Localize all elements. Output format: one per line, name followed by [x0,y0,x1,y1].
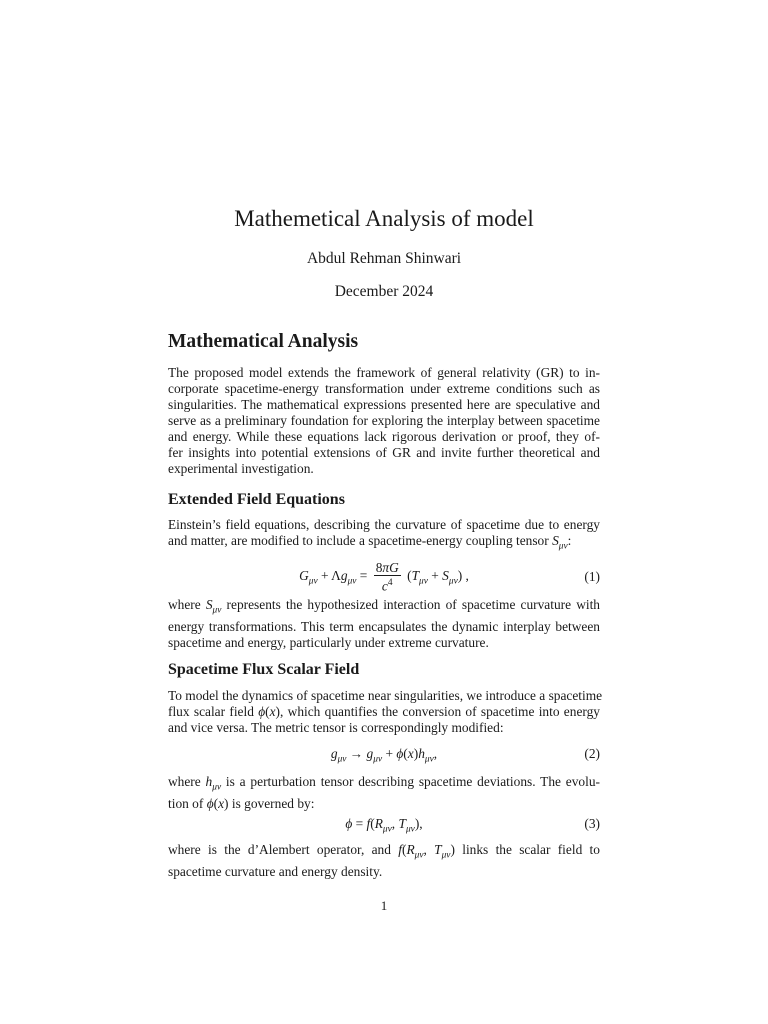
text-line: experimental investigation. [168,461,314,476]
equation-3-number: (3) [584,816,600,831]
text-line: energy transformations. This term encapsulates the dynamic interplay between [168,618,600,634]
text-line: fer insights into potential extensions of GR and invite further theoretical and [168,445,600,460]
text-line: The proposed model extends the framework of general relativity (GR) to in- [168,365,600,380]
author-name: Abdul Rehman Shinwari [306,250,462,267]
equation-3-body: $\phi = f(R_{\mu\nu}$, $T_{\mu\nu}$), [345,816,423,835]
equation-1-body: $G_{\mu\nu} + \Lambda g_{\mu\nu}$ = $\frac{8\pi G}{c^4}$ $(T_{\mu\nu} + S_{\mu\nu})$ , [299,560,469,594]
field-equations-intro [168,517,600,555]
text-line: and matter, are modified to include a spacetime-energy coupling tensor $S_{\mu\nu}$: [168,533,572,552]
text-line: and vice versa. The metric tensor is correspondingly modified: [168,720,504,735]
text-line: and energy. While these equations lack rigorous derivation or proof, they of- [168,429,600,444]
text-fragment: where [168,597,206,612]
text-line: where $S_{\mu\nu}$ represents the hypothesized interaction of spacetime curvature with [168,597,601,616]
text-fragment: links the scalar field to [454,842,600,857]
text-line: singularities. The mathematical expressions presented here are speculative and [168,397,600,412]
dalembert-paragraph [168,842,600,880]
text-fragment: tion of [168,795,207,811]
equation-1 [168,560,600,594]
subsection-heading-field-equations: Extended Field Equations [168,491,345,508]
text-line: where $h_{\mu\nu}$ is a perturbation tensor describing spacetime deviations. The evolu- [168,774,600,793]
text-fragment: is a perturbation tensor describing spacetime deviations. The evolu- [221,774,600,789]
text-fragment: where [168,774,206,789]
equation-2 [168,746,600,764]
fraction: $\frac{8\pi G}{c^4}$ [375,560,399,594]
perturbation-paragraph [168,774,600,812]
field-equations-explanation [168,597,600,651]
text-line: serve as a preliminary foundation for exploring the interplay between spacetime [168,413,600,428]
text-fragment: and matter, are modified to include a spacetime-energy coupling tensor [168,533,553,548]
subsection-heading-scalar-field: Spacetime Flux Scalar Field [168,661,360,678]
text-fragment: flux scalar field [168,704,259,719]
equation-2-body: $g_{\mu\nu} \to g_{\mu\nu} + \phi(x)h_{\mu\nu}$, [330,746,438,765]
text-fragment: is governed by: [228,795,315,811]
scalar-field-intro [168,688,603,736]
section-heading: Mathematical Analysis [168,331,359,352]
text-line: Einstein’s field equations, describing the curvature of spacetime due to energy [168,517,600,532]
equation-1-number: (1) [584,569,600,584]
text-line: spacetime curvature and energy density. [168,863,383,879]
intro-paragraph [168,365,600,477]
text-fragment: where is the d’Alembert operator, and [168,842,399,857]
equation-3 [168,816,600,834]
text-line: To model the dynamics of spacetime near singularities, we introduce a spacetime [168,688,603,703]
publication-date: December 2024 [334,283,434,300]
text-fragment: represents the hypothesized interaction of spacetime curvature with [221,597,601,612]
text-line: corporate spacetime-energy transformation under extreme conditions such as [168,381,600,396]
paper-title: Mathemetical Analysis of model [234,206,534,231]
text-line: where is the d’Alembert operator, and $f(R_{\mu\nu}$, $T_{\mu\nu}$) links the scalar field to [168,842,600,861]
equation-2-number: (2) [584,746,600,761]
text-line: spacetime and energy, particularly under extreme curvature. [168,634,489,650]
page-number: 1 [380,898,388,913]
text-line: tion of ϕ(x) is governed by: [168,795,315,811]
text-line: flux scalar field ϕ(x), which quantifies the conversion of spacetime into energy [168,704,600,719]
text-fragment: , which quantifies the conversion of spacetime into energy [280,704,600,719]
